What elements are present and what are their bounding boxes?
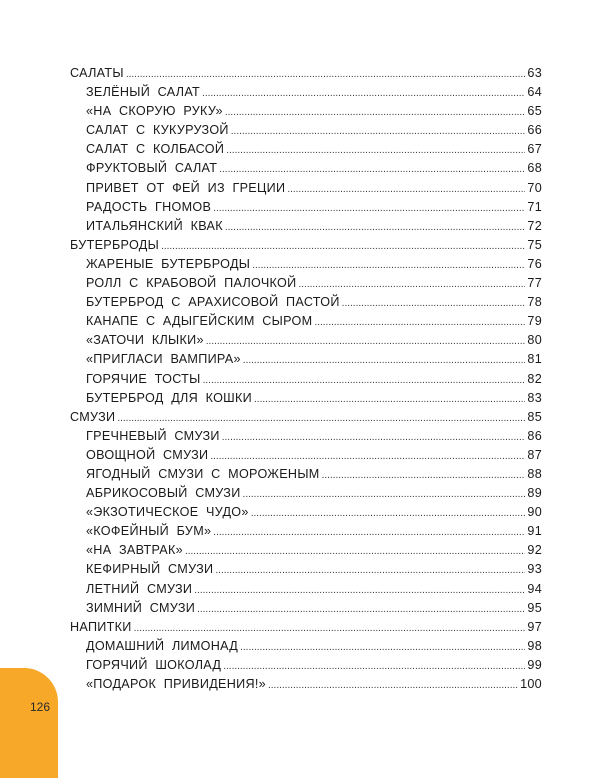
dot-leader: [240, 638, 525, 657]
dot-leader: [223, 657, 525, 676]
toc-entry[interactable]: [70, 159, 542, 178]
toc-entry-page: 64: [527, 85, 542, 100]
toc-section-entry[interactable]: [70, 236, 542, 255]
toc-entry-page: 98: [527, 638, 542, 653]
toc-entry-page: 90: [527, 505, 542, 520]
toc-entry[interactable]: [70, 427, 542, 446]
toc-entry[interactable]: [70, 656, 542, 675]
toc-entry-title: ПРИВЕТ ОТ ФЕЙ ИЗ ГРЕЦИИ: [86, 180, 286, 195]
toc-entry-page: 86: [527, 428, 542, 443]
dot-leader: [268, 676, 518, 695]
toc-entry[interactable]: [70, 217, 542, 236]
toc-entry-page: 79: [527, 314, 542, 329]
toc-entry-page: 63: [527, 66, 542, 80]
toc-section-entry[interactable]: [70, 64, 542, 83]
dot-leader: [222, 428, 526, 447]
toc-entry-page: 80: [527, 333, 542, 348]
toc-entry-title: РАДОСТЬ ГНОМОВ: [86, 199, 212, 214]
toc-entry[interactable]: [70, 370, 542, 389]
dot-leader: [206, 332, 526, 351]
toc-entry-title: ЛЕТНИЙ СМУЗИ: [86, 581, 193, 596]
toc-entry-page: 95: [527, 600, 542, 615]
toc-entry-page: 87: [527, 447, 542, 462]
toc-entry[interactable]: [70, 102, 542, 121]
toc-entry[interactable]: [70, 580, 542, 599]
table-of-contents: [70, 64, 542, 694]
toc-entry-page: 68: [527, 161, 542, 176]
toc-entry-title: БУТЕРБРОДЫ: [70, 237, 160, 252]
toc-entry-page: 76: [527, 256, 542, 271]
toc-entry-title: СМУЗИ: [70, 409, 116, 424]
toc-entry-page: 92: [527, 543, 542, 558]
toc-entry-title: ЖАРЕНЫЕ БУТЕРБРОДЫ: [86, 256, 251, 271]
toc-entry-page: 71: [527, 199, 542, 214]
toc-entry-title: «ПОДАРОК ПРИВИДЕНИЯ!»: [86, 677, 266, 691]
toc-entry[interactable]: [70, 637, 542, 656]
toc-entry[interactable]: [70, 274, 542, 293]
toc-entry-title: ИТАЛЬЯНСКИЙ КВАК: [86, 218, 223, 233]
toc-entry[interactable]: [70, 255, 542, 274]
toc-entry-page: 85: [527, 409, 542, 424]
dot-leader: [203, 371, 526, 390]
dot-leader: [134, 619, 526, 638]
toc-entry-title: «ЭКЗОТИЧЕСКОЕ ЧУДО»: [86, 505, 249, 520]
toc-entry-title: БУТЕРБРОД ДЛЯ КОШКИ: [86, 390, 253, 405]
toc-entry-title: САЛАТ С КОЛБАСОЙ: [86, 142, 225, 157]
toc-entry-title: АБРИКОСОВЫЙ СМУЗИ: [86, 486, 241, 501]
dot-leader: [161, 237, 525, 256]
toc-entry-title: САЛАТ С КУКУРУЗОЙ: [86, 123, 229, 138]
dot-leader: [213, 199, 525, 218]
dot-leader: [215, 561, 525, 580]
toc-entry[interactable]: [70, 312, 542, 331]
dot-leader: [252, 256, 525, 275]
toc-entry-page: 75: [527, 237, 542, 252]
dot-leader: [197, 600, 525, 619]
toc-entry-page: 66: [527, 123, 542, 138]
toc-entry-page: 77: [527, 276, 542, 291]
toc-entry-page: 67: [527, 142, 542, 157]
toc-entry-page: 93: [527, 562, 542, 577]
dot-leader: [225, 103, 526, 122]
toc-entry-title: «НА ЗАВТРАК»: [86, 543, 183, 558]
dot-leader: [117, 409, 525, 428]
toc-entry-page: 70: [527, 180, 542, 195]
toc-entry-title: САЛАТЫ: [70, 66, 124, 80]
dot-leader: [126, 65, 526, 84]
toc-entry-page: 94: [527, 581, 542, 596]
toc-entry-page: 100: [520, 677, 542, 691]
dot-leader: [314, 313, 525, 332]
dot-leader: [251, 504, 526, 523]
toc-entry-page: 97: [527, 619, 542, 634]
toc-entry[interactable]: [70, 503, 542, 522]
toc-entry-title: НАПИТКИ: [70, 619, 132, 634]
dot-leader: [226, 141, 525, 160]
dot-leader: [225, 218, 526, 237]
dot-leader: [254, 390, 525, 409]
dot-leader: [194, 581, 525, 600]
dot-leader: [202, 84, 525, 103]
toc-entry[interactable]: [70, 293, 542, 312]
dot-leader: [322, 466, 526, 485]
toc-entry-title: КЕФИРНЫЙ СМУЗИ: [86, 562, 214, 577]
toc-entry[interactable]: [70, 350, 542, 369]
toc-entry-title: «ЗАТОЧИ КЛЫКИ»: [86, 333, 204, 348]
toc-section-entry[interactable]: [70, 408, 542, 427]
toc-entry[interactable]: [70, 446, 542, 465]
dot-leader: [298, 275, 525, 294]
dot-leader: [185, 542, 525, 561]
toc-entry-page: 81: [527, 352, 542, 367]
toc-entry[interactable]: [70, 140, 542, 159]
toc-entry-page: 65: [527, 104, 542, 119]
toc-entry-page: 82: [527, 371, 542, 386]
toc-entry[interactable]: [70, 465, 542, 484]
toc-entry-title: ДОМАШНИЙ ЛИМОНАД: [86, 638, 239, 653]
toc-entry[interactable]: [70, 121, 542, 140]
toc-entry-title: ГРЕЧНЕВЫЙ СМУЗИ: [86, 428, 220, 443]
toc-entry[interactable]: [70, 522, 542, 541]
toc-entry-title: БУТЕРБРОД С АРАХИСОВОЙ ПАСТОЙ: [86, 295, 340, 310]
toc-entry[interactable]: [70, 331, 542, 350]
toc-entry-title: ОВОЩНОЙ СМУЗИ: [86, 447, 209, 462]
dot-leader: [243, 485, 526, 504]
toc-entry-title: ЯГОДНЫЙ СМУЗИ С МОРОЖЕНЫМ: [86, 466, 320, 481]
toc-entry-page: 72: [527, 218, 542, 233]
toc-entry-title: ГОРЯЧИЕ ТОСТЫ: [86, 371, 201, 386]
page-corner-tab: [0, 668, 58, 778]
toc-entry-title: КАНАПЕ С АДЫГЕЙСКИМ СЫРОМ: [86, 314, 313, 329]
toc-section-entry[interactable]: [70, 618, 542, 637]
toc-entry[interactable]: [70, 389, 542, 408]
toc-entry-title: ЗИМНИЙ СМУЗИ: [86, 600, 196, 615]
toc-entry[interactable]: [70, 179, 542, 198]
dot-leader: [210, 447, 525, 466]
toc-entry-title: РОЛЛ С КРАБОВОЙ ПАЛОЧКОЙ: [86, 276, 297, 291]
toc-entry-page: 89: [527, 486, 542, 501]
dot-leader: [213, 523, 525, 542]
toc-entry[interactable]: [70, 560, 542, 579]
toc-entry-page: 88: [527, 466, 542, 481]
toc-entry[interactable]: [70, 484, 542, 503]
toc-entry-title: «НА СКОРУЮ РУКУ»: [86, 104, 223, 119]
toc-entry[interactable]: [70, 541, 542, 560]
toc-entry-title: ЗЕЛЁНЫЙ САЛАТ: [86, 85, 201, 100]
toc-entry-page: 83: [527, 390, 542, 405]
toc-entry[interactable]: [70, 599, 542, 618]
toc-entry-page: 91: [527, 524, 542, 539]
toc-entry-title: «КОФЕЙНЫЙ БУМ»: [86, 524, 212, 539]
toc-entry[interactable]: [70, 83, 542, 102]
toc-entry-title: ГОРЯЧИЙ ШОКОЛАД: [86, 657, 222, 672]
toc-entry-page: 99: [527, 657, 542, 672]
dot-leader: [231, 122, 526, 141]
toc-entry-title: ФРУКТОВЫЙ САЛАТ: [86, 161, 218, 176]
dot-leader: [287, 180, 525, 199]
dot-leader: [342, 294, 526, 313]
toc-entry-title: «ПРИГЛАСИ ВАМПИРА»: [86, 352, 241, 367]
dot-leader: [243, 351, 526, 370]
page-number: 126: [30, 700, 51, 714]
toc-entry[interactable]: [70, 675, 542, 694]
toc-entry-page: 78: [527, 295, 542, 310]
toc-entry[interactable]: [70, 198, 542, 217]
dot-leader: [219, 160, 525, 179]
